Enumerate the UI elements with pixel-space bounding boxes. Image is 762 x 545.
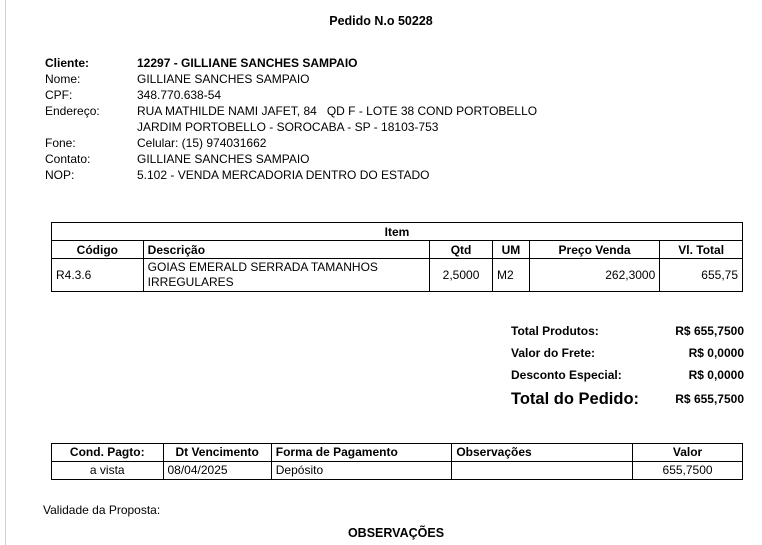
table-row xyxy=(52,259,743,292)
phone-row xyxy=(45,135,537,151)
nop-row xyxy=(45,167,537,183)
discount-value: R$ 0,0000 xyxy=(688,368,744,382)
col-codigo: Código xyxy=(52,241,144,259)
totals-block xyxy=(511,320,744,412)
validade-label: Validade da Proposta: xyxy=(43,503,161,517)
col-valor: Valor xyxy=(633,444,743,462)
cell-preco: 262,3000 xyxy=(529,259,659,292)
order-title: Pedido N.o 50228 xyxy=(329,14,433,28)
cpf-label: CPF: xyxy=(45,88,73,102)
cell-valor: 655,7500 xyxy=(633,462,743,480)
col-vltotal: Vl. Total xyxy=(660,241,743,259)
items-table xyxy=(51,222,743,292)
client-info xyxy=(45,55,537,183)
nop-value: 5.102 - VENDA MERCADORIA DENTRO DO ESTADO xyxy=(137,168,430,182)
name-label: Nome: xyxy=(45,72,81,86)
col-um: UM xyxy=(492,241,529,259)
cell-codigo: R4.3.6 xyxy=(52,259,144,292)
total-products-value: R$ 655,7500 xyxy=(675,324,744,338)
order-total-label: Total do Pedido: xyxy=(511,390,640,408)
cell-forma-pagamento: Depósito xyxy=(271,462,452,480)
name-row xyxy=(45,71,537,87)
nop-label: NOP: xyxy=(45,168,75,182)
col-observacoes: Observações xyxy=(452,444,633,462)
col-qtd: Qtd xyxy=(430,241,493,259)
items-group-header: Item xyxy=(52,223,743,241)
client-value: 12297 - GILLIANE SANCHES SAMPAIO xyxy=(137,56,358,70)
page-left-border xyxy=(5,0,6,545)
cell-descricao: GOIAS EMERALD SERRADA TAMANHOS IRREGULARES xyxy=(143,259,429,292)
total-products-label: Total Produtos: xyxy=(511,324,599,338)
client-label: Cliente: xyxy=(45,56,90,70)
col-descricao: Descrição xyxy=(143,241,429,259)
address-label: Endereço: xyxy=(45,104,100,118)
address-line1: RUA MATHILDE NAMI JAFET, 84 QD F - LOTE 38 COND PORTOBELLO xyxy=(137,104,538,118)
freight-value: R$ 0,0000 xyxy=(688,346,744,360)
freight-label: Valor do Frete: xyxy=(511,346,596,360)
cell-vltotal: 655,75 xyxy=(660,259,743,292)
cpf-row xyxy=(45,87,537,103)
col-forma-pagamento: Forma de Pagamento xyxy=(271,444,452,462)
contact-value: GILLIANE SANCHES SAMPAIO xyxy=(137,152,310,166)
discount-label: Desconto Especial: xyxy=(511,368,622,382)
cell-um: M2 xyxy=(492,259,529,292)
order-total-row xyxy=(511,386,744,412)
phone-value: Celular: (15) 974031662 xyxy=(137,136,267,150)
contact-row xyxy=(45,151,537,167)
col-preco: Preço Venda xyxy=(529,241,659,259)
cell-cond-pagto: a vista xyxy=(52,462,164,480)
payments-table xyxy=(51,443,743,480)
observacoes-title: OBSERVAÇÕES xyxy=(347,526,445,540)
name-value: GILLIANE SANCHES SAMPAIO xyxy=(137,72,310,86)
client-row xyxy=(45,55,537,71)
address-line2: JARDIM PORTOBELLO - SOROCABA - SP - 18103-753 xyxy=(137,120,439,134)
address-row xyxy=(45,103,537,119)
total-products-row xyxy=(511,320,744,342)
col-cond-pagto: Cond. Pagto: xyxy=(52,444,164,462)
cpf-value: 348.770.638-54 xyxy=(137,88,222,102)
freight-row xyxy=(511,342,744,364)
contact-label: Contato: xyxy=(45,152,91,166)
col-dt-vencimento: Dt Vencimento xyxy=(163,444,271,462)
address-row-2 xyxy=(45,119,537,135)
order-total-value: R$ 655,7500 xyxy=(675,392,744,406)
table-row xyxy=(52,462,743,480)
discount-row xyxy=(511,364,744,386)
cell-observacoes xyxy=(452,462,633,480)
cell-qtd: 2,5000 xyxy=(430,259,493,292)
phone-label: Fone: xyxy=(45,136,76,150)
cell-dt-vencimento: 08/04/2025 xyxy=(163,462,271,480)
